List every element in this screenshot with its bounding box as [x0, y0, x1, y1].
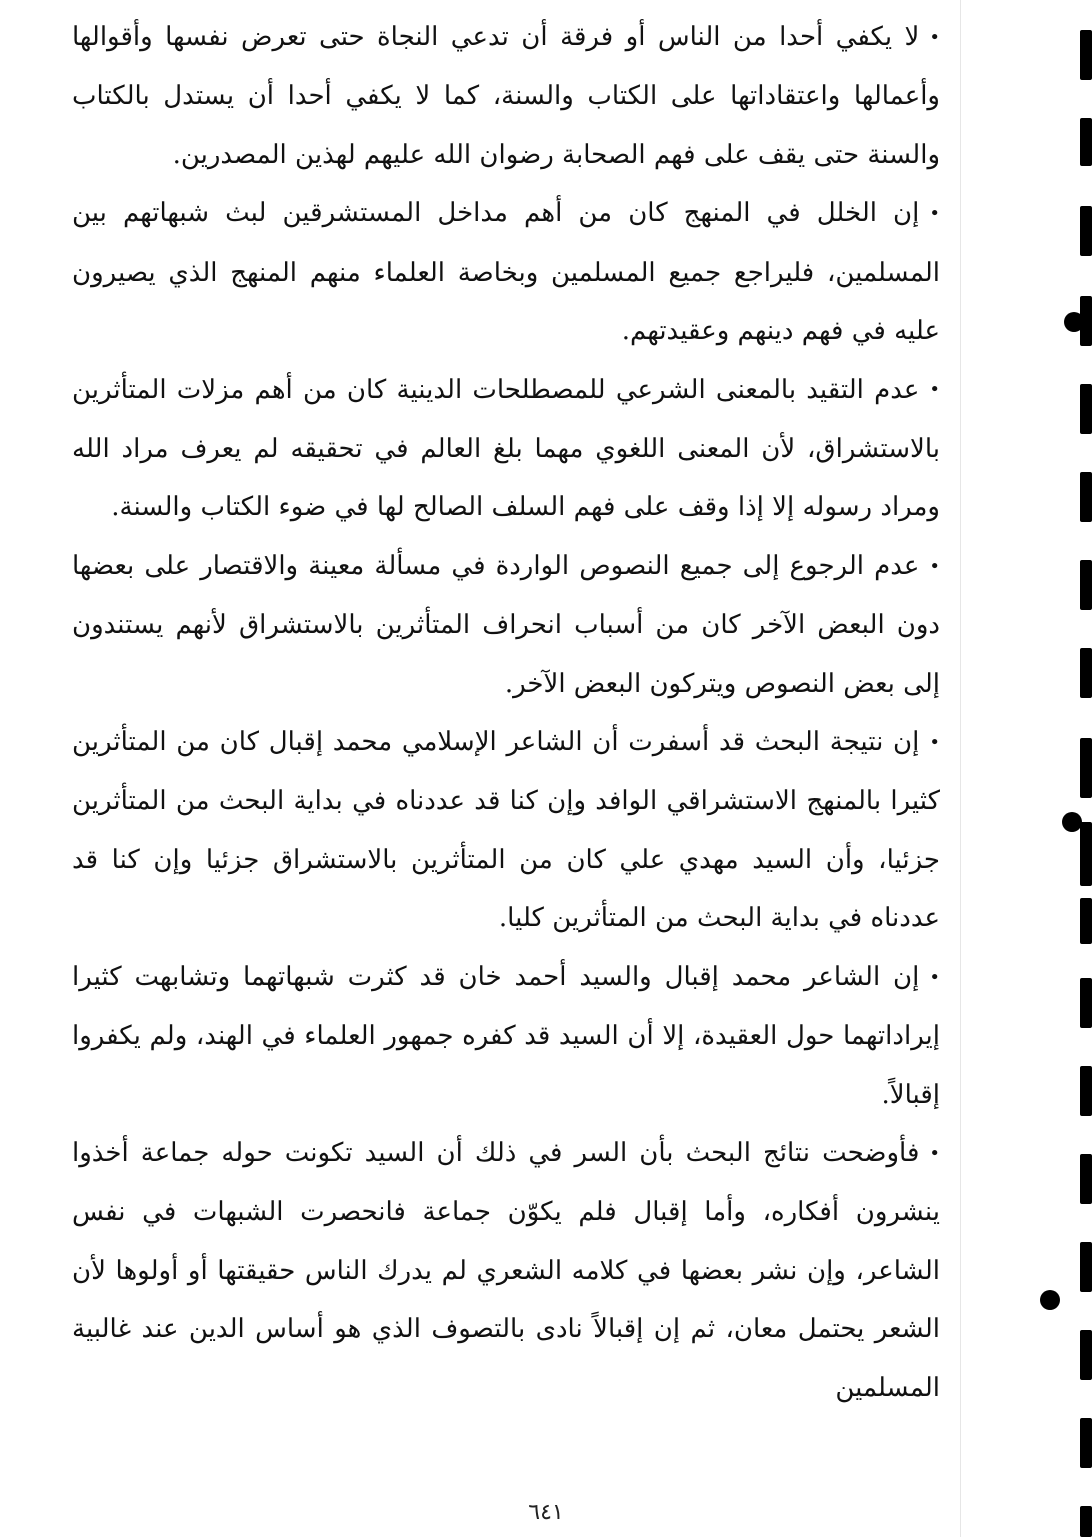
scan-edge-bar: [1080, 384, 1092, 434]
scan-edge-bar: [1080, 560, 1092, 610]
bullet-icon: •: [929, 555, 940, 577]
scan-edge-bar: [1080, 1506, 1092, 1537]
scan-edge-bar: [1080, 1066, 1092, 1116]
scan-edge-bar: [1080, 648, 1092, 698]
page-number: ٦٤١: [528, 1500, 564, 1525]
paragraph-text: عدم الرجوع إلى جميع النصوص الواردة في مسألة معينة والاقتصار على بعضها دون البعض الآخر كان من أسباب انحراف المتأثرين بالاستشراق لأنهم يستندون إلى بعض النصوص ويتركون البعض الآخر.: [72, 550, 940, 699]
paragraph-text: إن الخلل في المنهج كان من أهم مداخل المستشرقين لبث شبهاتهم بين المسلمين، فليراجع جميع المسلمين وبخاصة العلماء منهم المنهج الذي يصيرون عليه في فهم دينهم وعقيدتهم.: [72, 198, 940, 346]
bullet-icon: •: [929, 1142, 940, 1164]
scan-edge-bar: [1080, 978, 1092, 1028]
bullet-icon: •: [929, 731, 940, 753]
paragraph-2: [72, 184, 940, 360]
scan-edge-bar: [1080, 738, 1092, 798]
bullet-icon: •: [929, 966, 940, 988]
scan-edge-bar: [1080, 822, 1092, 886]
paragraph-text: إن الشاعر محمد إقبال والسيد أحمد خان قد كثرت شبهاتهما وتشابهت كثيرا إيراداتهما حول العقيدة، إلا أن السيد قد كفره جمهور العلماء في الهند، ولم يكفروا إقبالاً.: [72, 961, 940, 1110]
body-text: [72, 8, 940, 1417]
scan-edge-marks: [1078, 0, 1092, 1537]
punch-hole-mark: [1040, 1290, 1060, 1310]
scan-edge-bar: [1080, 1242, 1092, 1292]
paragraph-text: إن نتيجة البحث قد أسفرت أن الشاعر الإسلامي محمد إقبال كان من المتأثرين كثيرا بالمنهج الاستشراقي الوافد وإن كنا قد عددناه في بداية البحث من المتأثرين جزئيا، وأن السيد مهدي علي كان من المتأثرين بالاستشراق جزئيا وإن كنا قد عددناه في بداية البحث من المتأثرين كليا.: [72, 727, 940, 934]
punch-hole-mark: [1064, 312, 1084, 332]
scan-edge-bar: [1080, 1418, 1092, 1468]
scan-edge-bar: [1080, 1154, 1092, 1204]
paragraph-6: [72, 948, 940, 1124]
bullet-icon: •: [929, 26, 940, 48]
paragraph-3: [72, 361, 940, 537]
paragraph-7: [72, 1124, 940, 1417]
paragraph-4: [72, 537, 940, 713]
scan-edge-bar: [1080, 206, 1092, 256]
bullet-icon: •: [929, 203, 940, 224]
scan-edge-bar: [1080, 30, 1092, 80]
paragraph-text: فأوضحت نتائج البحث بأن السر في ذلك أن السيد تكونت حوله جماعة أخذوا ينشرون أفكاره، وأما إقبال فلم يكوّن جماعة فانحصرت الشبهات في نفس الشاعر، وإن نشر بعضها في كلامه الشعري لم يدرك الناس حقيقتها أو أولوها لأن الشعر يحتمل معان، ثم إن إقبالاً نادى بالتصوف الذي هو أساس الدين عند غالبية المسلمين: [72, 1138, 940, 1403]
paragraph-1: [72, 8, 940, 184]
paragraph-text: عدم التقيد بالمعنى الشرعي للمصطلحات الدينية كان من أهم مزلات المتأثرين بالاستشراق، لأن المعنى اللغوي مهما بلغ العالم في تحقيقه لم يعرف مراد الله ومراد رسوله إلا إذا وقف على فهم السلف الصالح لها في ضوء الكتاب والسنة.: [72, 374, 940, 523]
page-fold-line: [960, 0, 961, 1537]
scan-edge-bar: [1080, 1330, 1092, 1380]
punch-hole-mark: [1062, 812, 1082, 832]
scan-edge-bar: [1080, 472, 1092, 522]
bullet-icon: •: [929, 379, 940, 401]
scan-edge-bar: [1080, 898, 1092, 944]
scan-edge-bar: [1080, 118, 1092, 166]
paragraph-text: لا يكفي أحدا من الناس أو فرقة أن تدعي النجاة حتى تعرض نفسها وأقوالها وأعمالها واعتقاداتها على الكتاب والسنة، كما لا يكفي أحدا أن يستدل بالكتاب والسنة حتى يقف على فهم الصحابة رضوان الله عليهم لهذين المصدرين.: [72, 22, 940, 170]
paragraph-5: [72, 713, 940, 948]
